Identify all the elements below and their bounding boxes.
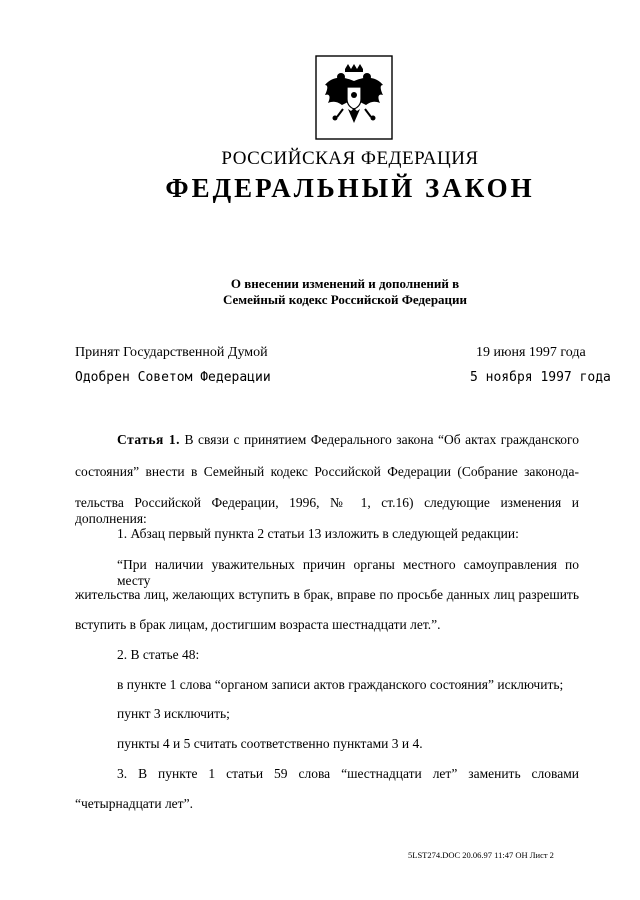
body-line-9: в пункте 1 слова “органом записи актов гражданского состояния” исключить; [117, 677, 564, 692]
double-headed-eagle-emblem-icon [315, 55, 393, 140]
duma-adoption-date: 19 июня 1997 года [476, 345, 586, 360]
council-approval-date: 5 ноября 1997 года [470, 370, 611, 385]
file-info-footer: 5LST274.DOC 20.06.97 11:47 ОН Лист 2 [408, 850, 554, 860]
body-line-2: состояния” внести в Семейный кодекс Российской Федерации (Собрание законода- [75, 464, 579, 479]
body-line-4: 1. Абзац первый пункта 2 статьи 13 изложить в следующей редакции: [117, 526, 519, 541]
body-line-7: вступить в брак лицам, достигшим возраста шестнадцати лет.”. [75, 617, 441, 632]
law-title-line-2: Семейный кодекс Российской Федерации [222, 292, 468, 307]
country-heading: РОССИЙСКАЯ ФЕДЕРАЦИЯ [221, 148, 479, 169]
document-type-heading: ФЕДЕРАЛЬНЫЙ ЗАКОН [165, 173, 535, 203]
article-label: Статья 1. [117, 432, 180, 447]
body-line-6: жительства лиц, желающих вступить в брак, вправе по просьбе данных лиц разрешить [75, 587, 579, 602]
body-line-11: пункты 4 и 5 считать соответственно пунктами 3 и 4. [117, 736, 423, 751]
council-approval-label: Одобрен Советом Федерации [75, 370, 271, 385]
body-line-8: 2. В статье 48: [117, 647, 200, 662]
body-line-12: 3. В пункте 1 статьи 59 слова “шестнадцати лет” заменить словами [117, 766, 579, 781]
article-first-line [117, 432, 579, 448]
body-line-10: пункт 3 исключить; [117, 706, 230, 721]
body-line-1: В связи с принятием Федерального закона “Об актах гражданского [184, 432, 580, 447]
body-line-5: “При наличии уважительных причин органы местного самоуправления по месту [117, 557, 579, 588]
law-title-line-1: О внесении изменений и дополнений в [230, 276, 460, 291]
body-line-13: “четырнадцати лет”. [75, 796, 193, 811]
duma-adoption-label: Принят Государственной Думой [75, 345, 268, 360]
body-line-3: тельства Российской Федерации, 1996, № 1, ст.16) следующие изменения и дополнения: [75, 495, 579, 526]
